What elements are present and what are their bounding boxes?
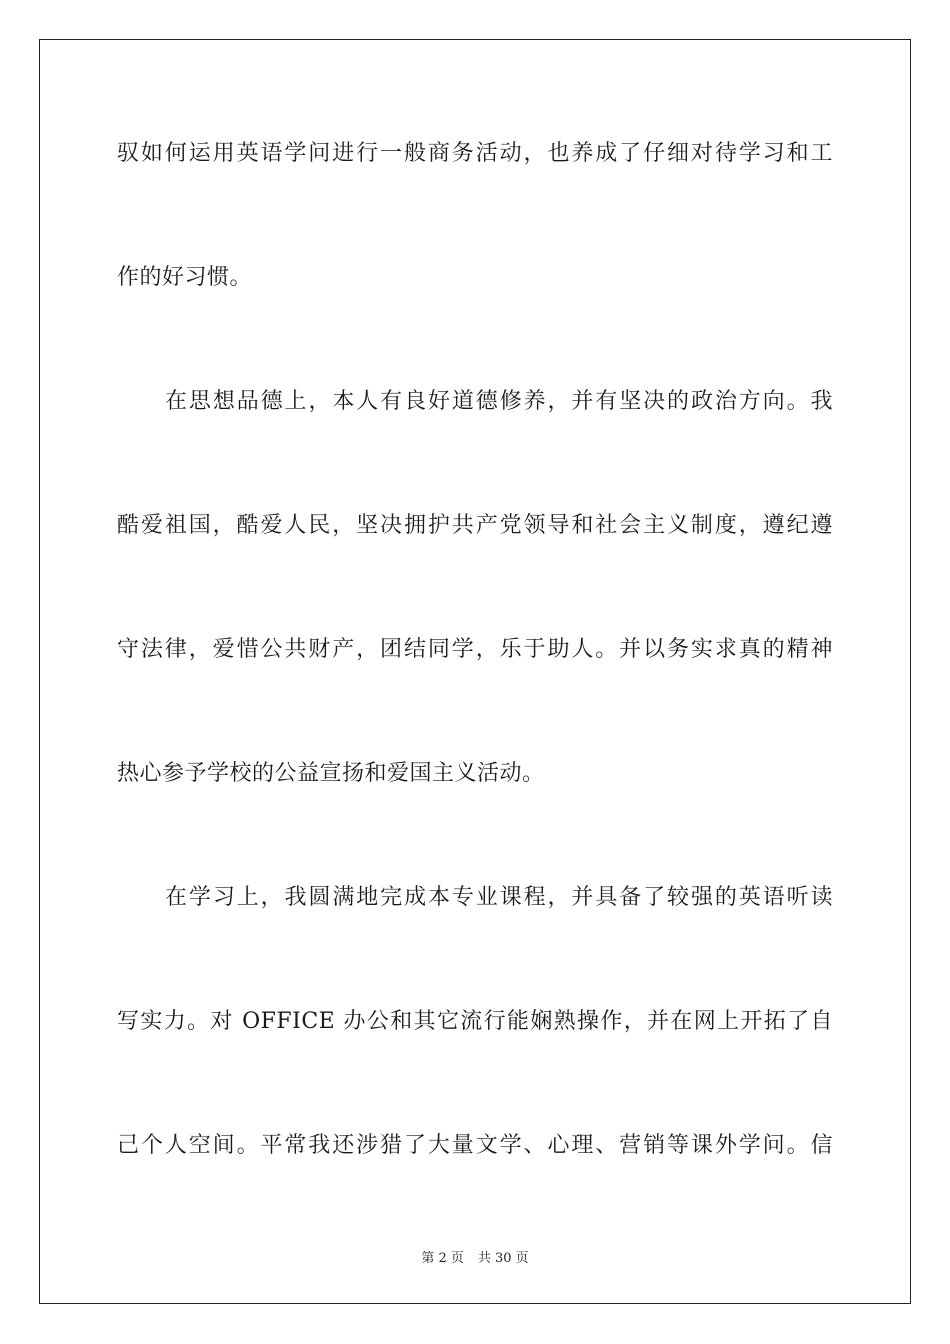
text-line: 写实力。对 OFFICE 办公和其它流行能娴熟操作，并在网上开拓了自 [117,1009,833,1034]
text-line: 己个人空间。平常我还涉猎了大量文学、心理、营销等课外学问。信 [117,1133,833,1158]
text-line: 酷爱祖国，酷爱人民，坚决拥护共产党领导和社会主义制度，遵纪遵 [117,513,833,538]
text-line: 热心参予学校的公益宣扬和爱国主义活动。 [117,761,545,786]
page-number: 第 2 页 [421,1251,464,1266]
total-pages: 共 30 页 [477,1251,529,1266]
text-line: 作的好习惯。 [117,265,253,290]
text-line: 守法律，爱惜公共财产，团结同学，乐于助人。并以务实求真的精神 [117,637,833,662]
text-line: 驭如何运用英语学问进行一般商务活动，也养成了仔细对待学习和工 [117,141,833,166]
text-line: 在学习上，我圆满地完成本专业课程，并具备了较强的英语听读 [165,885,833,910]
text-line: 在思想品德上，本人有良好道德修养，并有坚决的政治方向。我 [165,389,833,414]
page-border [39,39,911,1304]
page-footer [0,1247,950,1266]
